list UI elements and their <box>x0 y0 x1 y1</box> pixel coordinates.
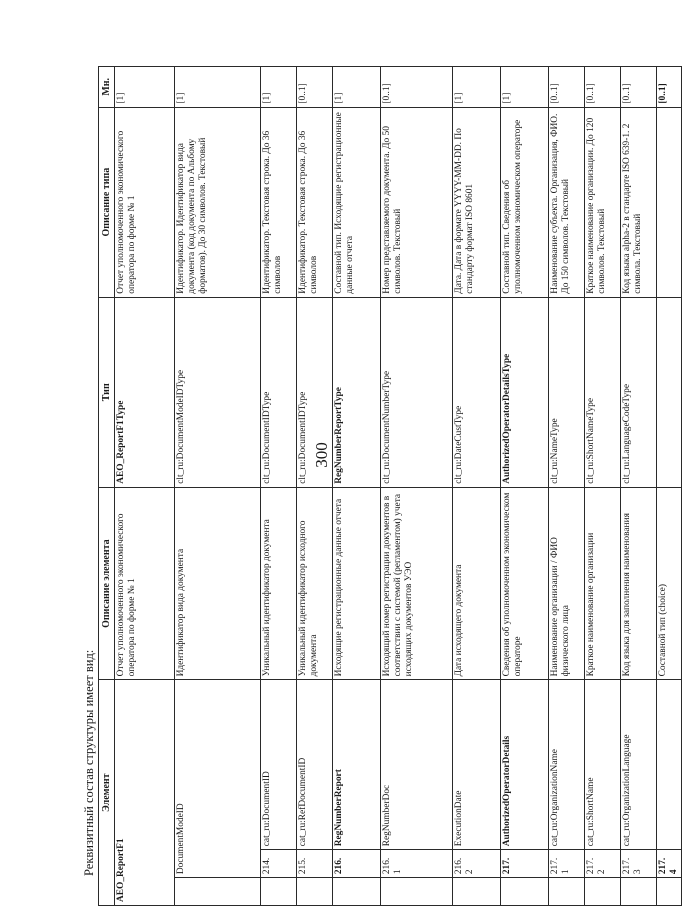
cell-num: 216.1 <box>381 850 453 878</box>
cell-type-desc: Код языка alpha-2 в стандарте ISO 639-1. 2 символа. Текстовый <box>621 107 657 297</box>
indent-cell <box>333 878 381 906</box>
cell-element <box>657 680 681 850</box>
page-number: 300 <box>312 442 331 468</box>
cell-type-desc: Идентификатор. Текстовая строка. До 36 символов <box>261 107 297 297</box>
table-row <box>261 67 297 906</box>
header-mult: Мн. <box>99 67 115 108</box>
cell-num: 217.3 <box>621 850 657 878</box>
cell-type: clt_ru:DocumentNumberType <box>381 297 453 487</box>
cell-mult: [1] <box>501 67 549 108</box>
cell-type-desc: Номер представляемого документа. До 50 символов. Текстовый <box>381 107 453 297</box>
cell-element: AuthorizedOperatorDetails <box>501 680 549 850</box>
cell-mult: [0..1] <box>621 67 657 108</box>
cell-type-desc: Составной тип. Исходящие регистрационные данные отчета <box>333 107 381 297</box>
cell-num: 216. <box>333 850 381 878</box>
table-row <box>115 67 175 906</box>
header-element: Элемент <box>99 680 115 906</box>
cell-element-desc: Составной тип (choice) <box>657 487 681 680</box>
cell-type: AEO_ReportF1Type <box>115 297 175 487</box>
indent-cell <box>381 878 453 906</box>
cell-mult: [1] <box>115 67 175 108</box>
cell-element: cat_ru:OrganizationName <box>549 680 585 850</box>
cell-type-desc: Краткое наименование организации. До 120 символов. Текстовый <box>585 107 621 297</box>
cell-num: 217.4 <box>657 850 681 878</box>
cell-type: clt_ru:LanguageCodeType <box>621 297 657 487</box>
table-row <box>501 67 549 906</box>
cell-element-desc: Идентификатор вида документа <box>175 487 261 680</box>
cell-type: clt_ru:NameType <box>549 297 585 487</box>
indent-cell <box>261 878 297 906</box>
header-type: Тип <box>99 297 115 487</box>
cell-num: 217.2 <box>585 850 621 878</box>
table-row <box>175 67 261 906</box>
cell-element-desc: Наименование организации / ФИО физического лица <box>549 487 585 680</box>
cell-element: RegNumberDoc <box>381 680 453 850</box>
cell-element-desc: Исходящие регистрационные данные отчета <box>333 487 381 680</box>
cell-num: 216.2 <box>453 850 501 878</box>
cell-mult: [0..1] <box>657 67 681 108</box>
cell-mult: [0..1] <box>549 67 585 108</box>
cell-element: DocumentModeID <box>175 680 261 878</box>
cell-num: 215. <box>297 850 333 878</box>
cell-element-desc: Уникальный идентификатор исходного документа <box>297 487 333 680</box>
cell-element: cat_ru:RefDocumentID <box>297 680 333 850</box>
cell-num: 214. <box>261 850 297 878</box>
cell-element-desc: Сведения об уполномоченном экономическом операторе <box>501 487 549 680</box>
table-row <box>621 67 657 906</box>
indent-cell <box>621 878 657 906</box>
table-row <box>549 67 585 906</box>
cell-mult: [1] <box>453 67 501 108</box>
cell-type-desc: Дата. Дата в формате YYYY-MM-DD. По стандарту формат ISO 8601 <box>453 107 501 297</box>
cell-element: RegNumberReport <box>333 680 381 850</box>
cell-element: AEO_ReportF1 <box>115 680 175 906</box>
cell-element-desc: Отчет уполномоченного экономического оператора по форме № 1 <box>115 487 175 680</box>
structure-table <box>98 66 682 906</box>
table-row <box>381 67 453 906</box>
cell-type: clt_ru:DocumentModeIDType <box>175 297 261 487</box>
indent-cell <box>297 878 333 906</box>
cell-num: 217.1 <box>549 850 585 878</box>
cell-mult: [0..1] <box>297 67 333 108</box>
cell-num: 217. <box>501 850 549 878</box>
cell-type <box>657 297 681 487</box>
cell-element-desc: Исходящий номер регистрации документов в соответствии с системой (регламентом) учета исходящих документов УЭО <box>381 487 453 680</box>
cell-type-desc: Отчет уполномоченного экономического оператора по форме № 1 <box>115 107 175 297</box>
cell-mult: [1] <box>175 67 261 108</box>
cell-element: cat_ru:ShortName <box>585 680 621 850</box>
table-row <box>657 67 681 906</box>
indent-cell <box>657 878 681 906</box>
cell-type-desc: Идентификатор. Идентификатор вида документа (код документа по Альбому форматов). До 30 символов. Текстовый <box>175 107 261 297</box>
table-row <box>453 67 501 906</box>
cell-type: clt_ru:ShortNameType <box>585 297 621 487</box>
cell-type: clt_ru:DocumentIDType <box>297 297 333 487</box>
table-row <box>333 67 381 906</box>
cell-type-desc: Идентификатор. Текстовая строка. До 36 символов <box>297 107 333 297</box>
cell-mult: [1] <box>333 67 381 108</box>
cell-element-desc: Дата исходящего документа <box>453 487 501 680</box>
indent-cell <box>549 878 585 906</box>
indent-cell <box>501 878 549 906</box>
cell-type-desc <box>657 107 681 297</box>
table-row <box>297 67 333 906</box>
cell-element: ExecutionDate <box>453 680 501 850</box>
cell-type: RegNumberReportType <box>333 297 381 487</box>
cell-type: clt_ru:DateCustType <box>453 297 501 487</box>
cell-element-desc: Код языка для заполнения наименования <box>621 487 657 680</box>
indent-cell <box>453 878 501 906</box>
indent-cell <box>175 878 261 906</box>
cell-element-desc: Краткое наименование организации <box>585 487 621 680</box>
indent-cell <box>585 878 621 906</box>
cell-mult: [1] <box>261 67 297 108</box>
table-caption: Реквизитный состав структуры имеет вид: <box>82 649 96 876</box>
table-row <box>585 67 621 906</box>
cell-type-desc: Наименование субъекта. Организация, ФИО. До 150 символов. Текстовый <box>549 107 585 297</box>
cell-element: cat_ru:DocumentID <box>261 680 297 850</box>
cell-element: cat_ru:OrganizationLanguage <box>621 680 657 850</box>
rotated-page-content <box>80 66 679 906</box>
cell-element-desc: Уникальный идентификатор документа <box>261 487 297 680</box>
table-header-row <box>99 67 115 906</box>
cell-type: clt_ru:DocumentIDType <box>261 297 297 487</box>
header-element-desc: Описание элемента <box>99 487 115 680</box>
header-type-desc: Описание типа <box>99 107 115 297</box>
cell-type: AuthorizedOperatorDetailsType <box>501 297 549 487</box>
cell-mult: [0..1] <box>585 67 621 108</box>
cell-type-desc: Составной тип. Сведения об уполномоченном экономическом операторе <box>501 107 549 297</box>
cell-mult: [0..1] <box>381 67 453 108</box>
